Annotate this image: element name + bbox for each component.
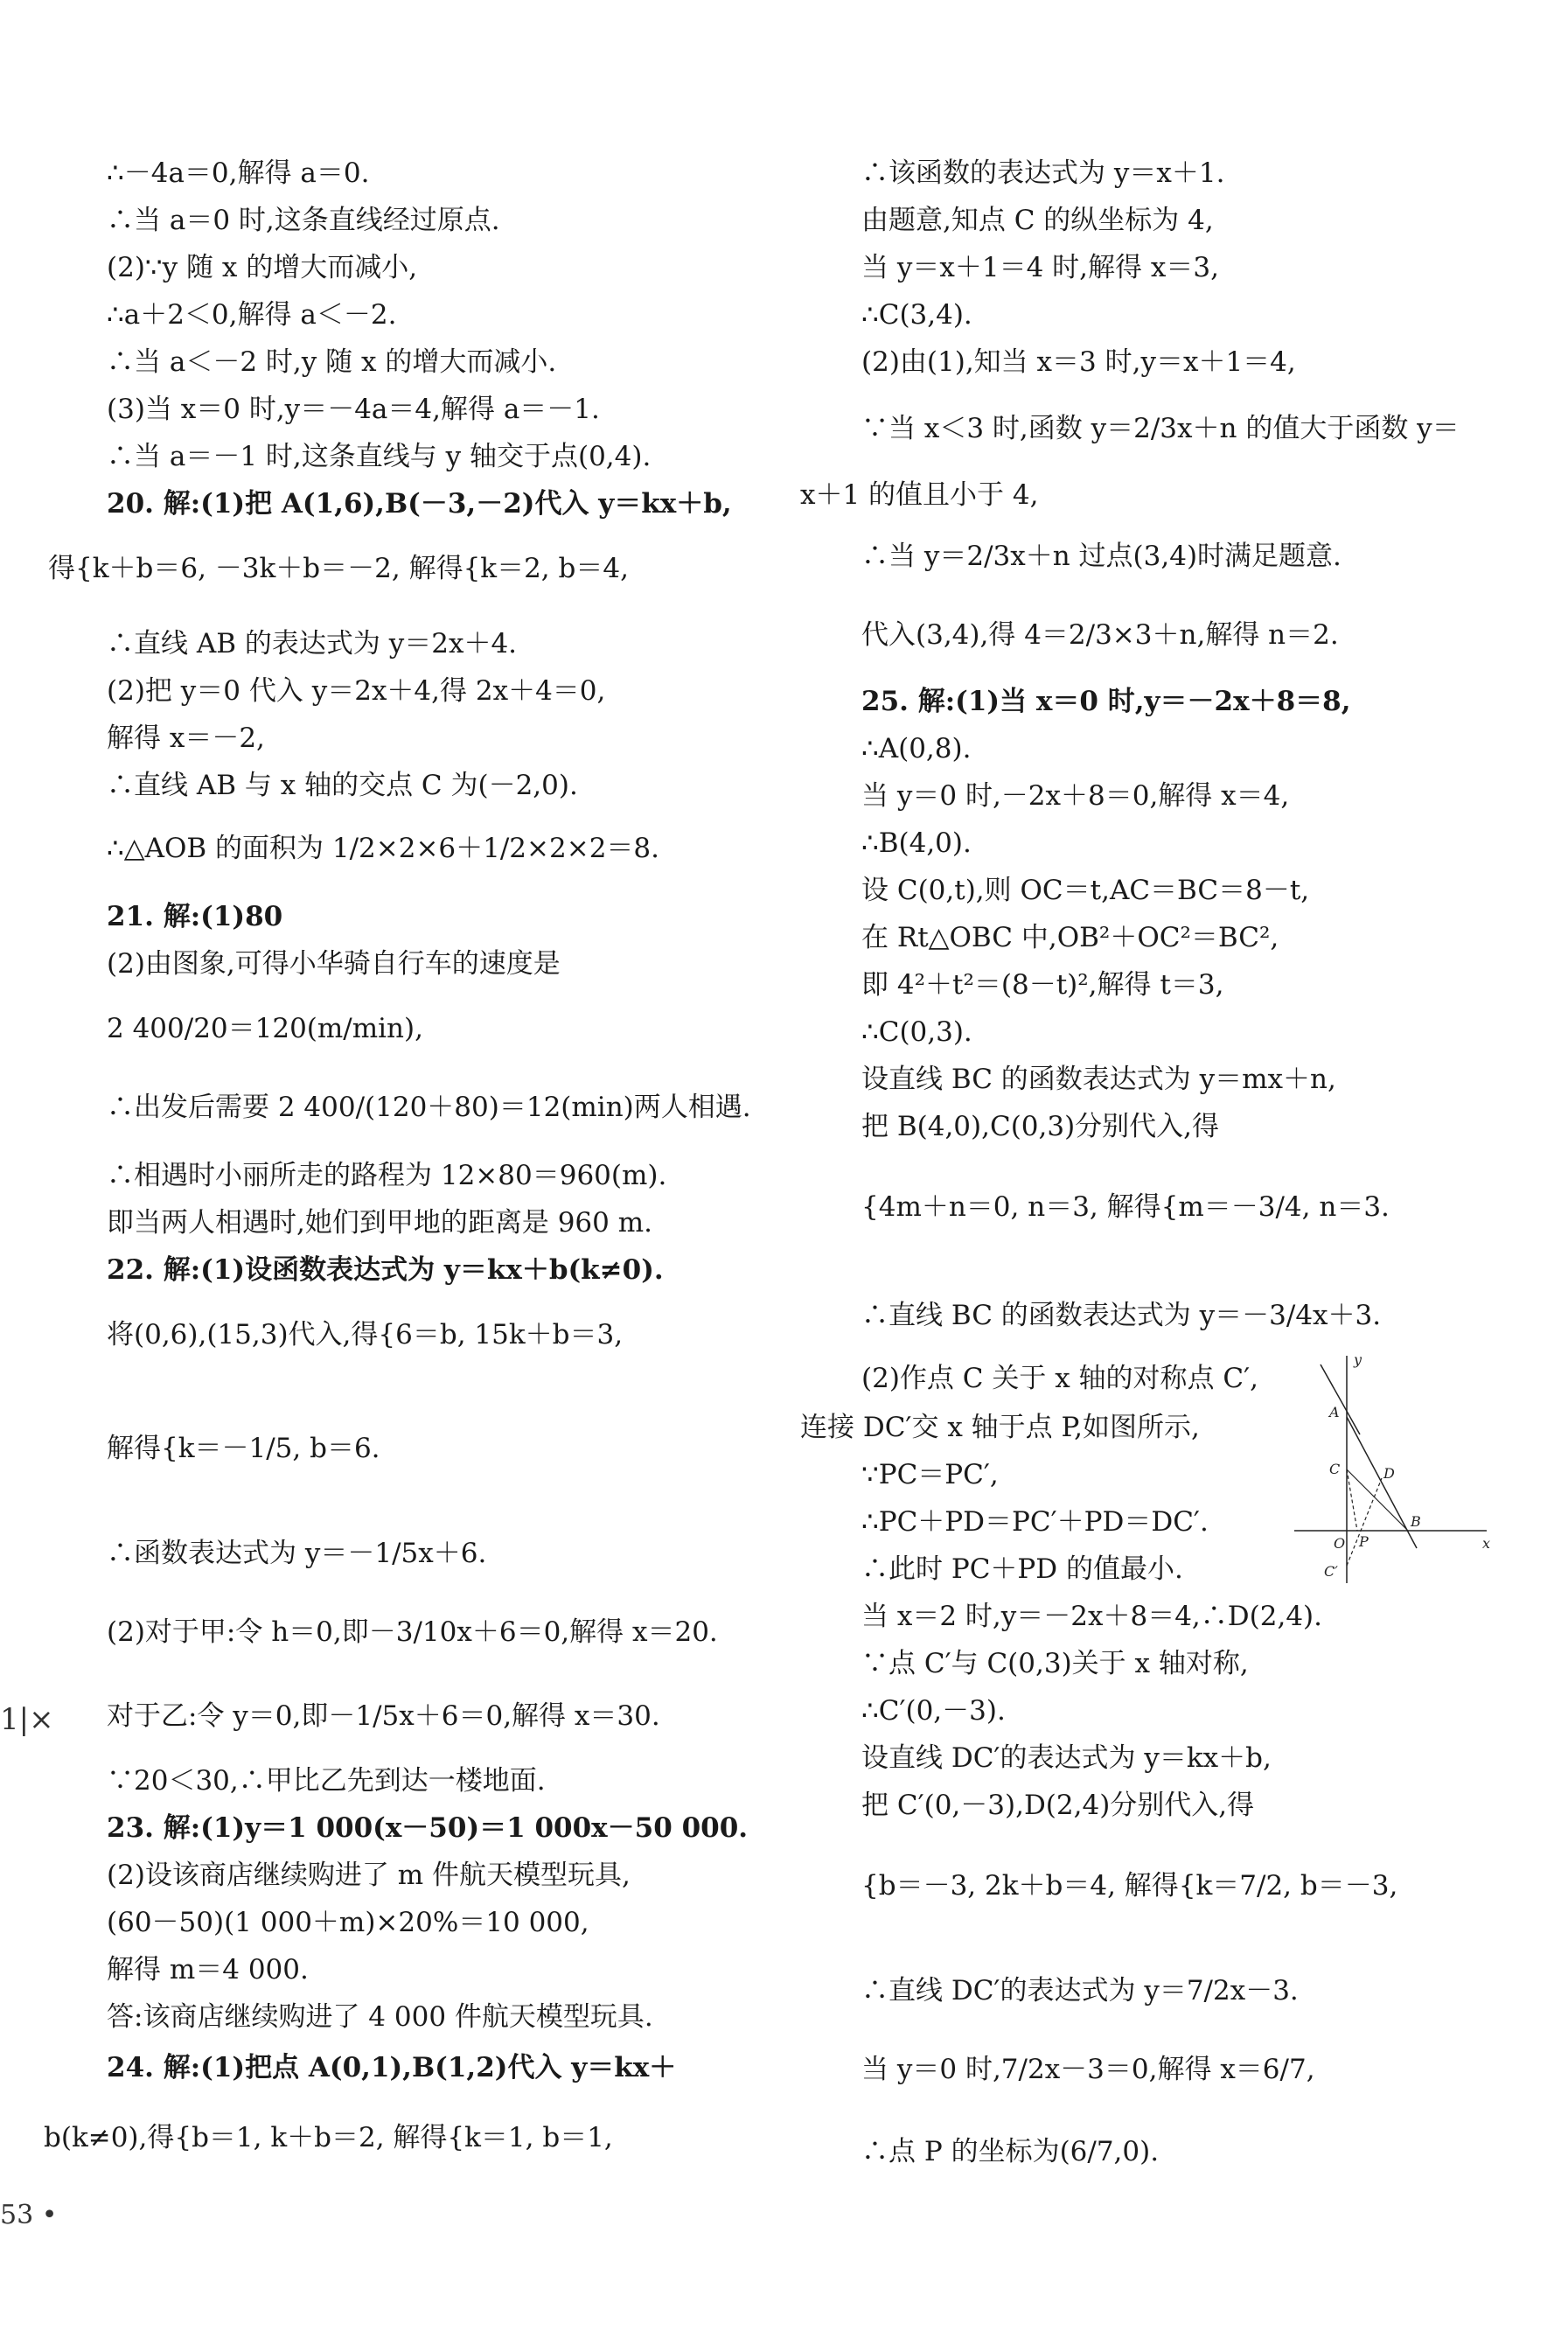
label-y: y <box>1354 1351 1362 1368</box>
text-line: 设直线 DC′的表达式为 y＝kx＋b, <box>861 1742 1272 1774</box>
problem-23-heading: 23. 解:(1)y＝1 000(x－50)＝1 000x－50 000. <box>107 1812 749 1844</box>
fraction-line: 当 y＝0 时,7/2x－3＝0,解得 x＝6/7, <box>861 2054 1315 2085</box>
text-line: ∴直线 AB 的表达式为 y＝2x＋4. <box>107 628 518 660</box>
label-o: O <box>1334 1535 1346 1552</box>
text-line: ∴－4a＝0,解得 a＝0. <box>107 157 370 189</box>
text-line: ∴C′(0,－3). <box>861 1695 1006 1727</box>
equation-system: 得{k＋b＝6, －3k＋b＝－2, 解得{k＝2, b＝4, <box>48 553 629 584</box>
text-line: 设直线 BC 的函数表达式为 y＝mx＋n, <box>861 1064 1336 1095</box>
fraction-line: (2)对于甲:令 h＝0,即－3/10x＋6＝0,解得 x＝20. <box>107 1616 718 1648</box>
text-line: ∴直线 AB 与 x 轴的交点 C 为(－2,0). <box>107 770 578 801</box>
text-line: ∴B(4,0). <box>861 827 972 859</box>
equation-system: 将(0,6),(15,3)代入,得{6＝b, 15k＋b＝3, <box>107 1319 624 1350</box>
fraction-line: ∴出发后需要 2 400/(120＋80)＝12(min)两人相遇. <box>107 1092 751 1123</box>
text-line: ∴PC＋PD＝PC′＋PD＝DC′. <box>861 1506 1209 1538</box>
problem-22-heading: 22. 解:(1)设函数表达式为 y＝kx＋b(k≠0). <box>107 1254 664 1286</box>
text-line: 把 B(4,0),C(0,3)分别代入,得 <box>861 1111 1220 1142</box>
text-line: 由题意,知点 C 的纵坐标为 4, <box>861 205 1214 236</box>
text-line: (2)∵y 随 x 的增大而减小, <box>107 252 418 283</box>
text-line: ∵PC＝PC′, <box>861 1459 999 1490</box>
text-line: 即 4²＋t²＝(8－t)²,解得 t＝3, <box>861 969 1224 1001</box>
text-line: 设 C(0,t),则 OC＝t,AC＝BC＝8－t, <box>861 875 1310 906</box>
text-line: ∴当 a＝0 时,这条直线经过原点. <box>107 205 500 236</box>
text-line: (2)把 y＝0 代入 y＝2x＋4,得 2x＋4＝0, <box>107 675 606 707</box>
text-line: ∴当 a＜－2 时,y 随 x 的增大而减小. <box>107 346 557 378</box>
equation-system: b(k≠0),得{b＝1, k＋b＝2, 解得{k＝1, b＝1, <box>44 2122 613 2153</box>
fraction-line: 2 400/20＝120(m/min), <box>107 1013 423 1044</box>
text-line: ∴A(0,8). <box>861 733 972 764</box>
text-line: (2)由(1),知当 x＝3 时,y＝x＋1＝4, <box>861 346 1296 378</box>
page-number: 53 • <box>0 2200 58 2230</box>
equation-system: {4m＋n＝0, n＝3, 解得{m＝－3/4, n＝3. <box>861 1191 1390 1223</box>
label-a: A <box>1329 1404 1340 1420</box>
text-line: (3)当 x＝0 时,y＝－4a＝4,解得 a＝－1. <box>107 394 600 425</box>
fraction-line: ∵当 x＜3 时,函数 y＝2/3x＋n 的值大于函数 y＝ <box>861 413 1460 444</box>
text-line: ∴C(0,3). <box>861 1016 972 1048</box>
text-line: ∴当 a＝－1 时,这条直线与 y 轴交于点(0,4). <box>107 441 652 472</box>
text-line: ∴C(3,4). <box>861 299 972 331</box>
text-line: (2)由图象,可得小华骑自行车的速度是 <box>107 948 561 980</box>
text-line: ∵20＜30,∴甲比乙先到达一楼地面. <box>107 1765 546 1797</box>
problem-20-heading: 20. 解:(1)把 A(1,6),B(－3,－2)代入 y＝kx＋b, <box>107 488 732 520</box>
text-line: 在 Rt△OBC 中,OB²＋OC²＝BC², <box>861 922 1279 953</box>
text-line: ∴相遇时小丽所走的路程为 12×80＝960(m). <box>107 1160 667 1191</box>
label-c-prime: C′ <box>1324 1563 1338 1580</box>
line-bc <box>1347 1469 1408 1531</box>
fraction-line: ∴直线 BC 的函数表达式为 y＝－3/4x＋3. <box>861 1300 1382 1331</box>
fraction-line: ∴直线 DC′的表达式为 y＝7/2x－3. <box>861 1975 1299 2006</box>
text-line: 解得 x＝－2, <box>107 722 265 754</box>
text-line: ∵点 C′与 C(0,3)关于 x 轴对称, <box>861 1648 1249 1679</box>
text-line: 答:该商店继续购进了 4 000 件航天模型玩具. <box>107 2001 653 2033</box>
margin-mark: 1|× <box>0 1702 54 1737</box>
text-line: (60－50)(1 000＋m)×20%＝10 000, <box>107 1907 589 1938</box>
text-line: 把 C′(0,－3),D(2,4)分别代入,得 <box>861 1790 1255 1821</box>
text-line: 当 y＝x＋1＝4 时,解得 x＝3, <box>861 252 1219 283</box>
text-line: 解得 m＝4 000. <box>107 1954 309 1986</box>
label-c: C <box>1329 1461 1341 1477</box>
fraction-line: 代入(3,4),得 4＝2/3×3＋n,解得 n＝2. <box>861 619 1339 651</box>
text-line: 当 y＝0 时,－2x＋8＝0,解得 x＝4, <box>861 780 1290 812</box>
text-line: (2)设该商店继续购进了 m 件航天模型玩具, <box>107 1860 631 1891</box>
label-x: x <box>1482 1535 1491 1552</box>
text-line: ∴△AOB 的面积为 1/2×2×6＋1/2×2×2＝8. <box>107 833 660 864</box>
fraction-line: 对于乙:令 y＝0,即－1/5x＋6＝0,解得 x＝30. <box>107 1700 660 1732</box>
line-extension <box>1321 1364 1360 1434</box>
line-dc-prime <box>1347 1478 1382 1566</box>
equation-system: 解得{k＝－1/5, b＝6. <box>107 1433 380 1464</box>
fraction-line: ∴点 P 的坐标为(6/7,0). <box>861 2136 1160 2167</box>
label-b: B <box>1411 1513 1421 1530</box>
label-d: D <box>1383 1465 1395 1482</box>
text-line: x＋1 的值且小于 4, <box>800 479 1039 511</box>
text-line: (2)作点 C 关于 x 轴的对称点 C′, <box>861 1363 1258 1394</box>
fraction-line: ∴函数表达式为 y＝－1/5x＋6. <box>107 1538 487 1569</box>
text-line: 即当两人相遇时,她们到甲地的距离是 960 m. <box>107 1207 652 1239</box>
text-line: 当 x＝2 时,y＝－2x＋8＝4,∴D(2,4). <box>861 1601 1322 1632</box>
coordinate-figure <box>1286 1347 1495 1592</box>
text-line: 连接 DC′交 x 轴于点 P,如图所示, <box>800 1412 1200 1443</box>
problem-21-heading: 21. 解:(1)80 <box>107 901 283 932</box>
fraction-line: ∴当 y＝2/3x＋n 过点(3,4)时满足题意. <box>861 541 1342 572</box>
equation-system: {b＝－3, 2k＋b＝4, 解得{k＝7/2, b＝－3, <box>861 1870 1398 1902</box>
problem-24-heading: 24. 解:(1)把点 A(0,1),B(1,2)代入 y＝kx＋ <box>107 2052 677 2083</box>
text-line: ∴此时 PC＋PD 的值最小. <box>861 1553 1183 1585</box>
problem-25-heading: 25. 解:(1)当 x＝0 时,y＝－2x＋8＝8, <box>861 686 1351 717</box>
text-line: ∴该函数的表达式为 y＝x＋1. <box>861 157 1225 189</box>
label-p: P <box>1359 1533 1369 1550</box>
text-line: ∴a＋2＜0,解得 a＜－2. <box>107 299 397 331</box>
